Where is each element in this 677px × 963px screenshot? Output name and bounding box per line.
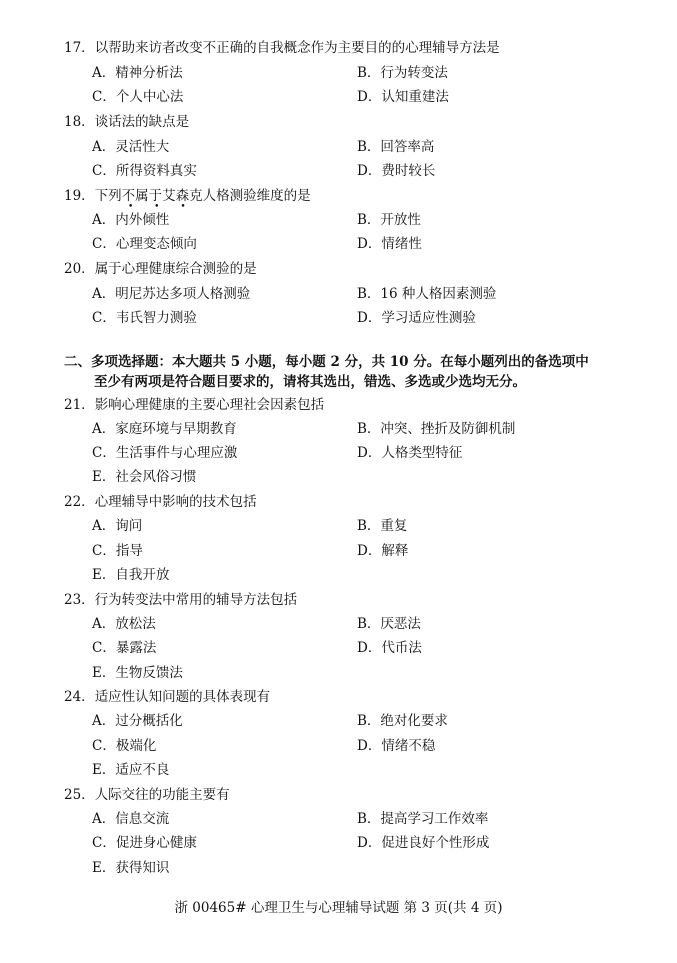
option-e: E．社会风俗习惯 bbox=[92, 469, 197, 485]
option-b: B．16 种人格因素测验 bbox=[357, 286, 497, 302]
option-a: A．过分概括化 bbox=[92, 713, 183, 729]
question-text: 行为转变法中常用的辅导方法包括 bbox=[94, 592, 298, 608]
question-text: 影响心理健康的主要心理社会因素包括 bbox=[94, 397, 325, 413]
option-a: A．家庭环境与早期教育 bbox=[92, 421, 237, 437]
question-23 bbox=[64, 590, 297, 610]
option-d: D．人格类型特征 bbox=[357, 445, 463, 461]
option-c: C．极端化 bbox=[92, 738, 157, 754]
question-number: 20． bbox=[64, 261, 95, 277]
option-b: B．绝对化要求 bbox=[357, 713, 448, 729]
question-21 bbox=[64, 395, 324, 415]
option-c: C．所得资料真实 bbox=[92, 163, 197, 179]
option-d: D．情绪不稳 bbox=[357, 738, 436, 754]
option-a: A．信息交流 bbox=[92, 811, 170, 827]
option-b: B．厌恶法 bbox=[357, 616, 421, 632]
option-d: D．解释 bbox=[357, 543, 409, 559]
question-number: 22． bbox=[64, 494, 95, 510]
question-20 bbox=[64, 259, 257, 279]
question-text: 以帮助来访者改变不正确的自我概念作为主要目的的心理辅导方法是 bbox=[94, 40, 500, 56]
option-b: B．提高学习工作效率 bbox=[357, 811, 489, 827]
question-text: 心理辅导中影响的技术包括 bbox=[94, 494, 257, 510]
question-text: 属于心理健康综合测验的是 bbox=[94, 261, 257, 277]
question-22 bbox=[64, 492, 257, 512]
section-heading bbox=[64, 352, 644, 392]
question-17 bbox=[64, 38, 500, 58]
option-b: B．开放性 bbox=[357, 212, 421, 228]
emphasis-dots: • • • bbox=[128, 202, 195, 212]
option-b: B．回答率高 bbox=[357, 139, 435, 155]
option-c: C．心理变态倾向 bbox=[92, 236, 197, 252]
option-a: A．灵活性大 bbox=[92, 139, 170, 155]
question-text: 适应性认知问题的具体表现有 bbox=[94, 689, 271, 705]
option-c: C．韦氏智力测验 bbox=[92, 310, 197, 326]
question-text: 谈话法的缺点是 bbox=[94, 114, 190, 130]
option-d: D．代币法 bbox=[357, 640, 422, 656]
section-heading-line1: 二、多项选择题：本大题共 5 小题，每小题 2 分，共 10 分。在每小题列出的备选项中 bbox=[64, 354, 589, 370]
question-25 bbox=[64, 785, 230, 805]
question-text: 人际交往的功能主要有 bbox=[94, 787, 230, 803]
option-c: C．个人中心法 bbox=[92, 89, 184, 105]
option-e: E．适应不良 bbox=[92, 762, 170, 778]
option-c: C．暴露法 bbox=[92, 640, 157, 656]
question-24 bbox=[64, 687, 270, 707]
option-b: B．冲突、挫折及防御机制 bbox=[357, 421, 516, 437]
question-number: 18． bbox=[64, 114, 95, 130]
option-b: B．行为转变法 bbox=[357, 65, 448, 81]
option-a: A．明尼苏达多项人格测验 bbox=[92, 286, 251, 302]
option-d: D．促进良好个性形成 bbox=[357, 835, 490, 851]
option-a: A．精神分析法 bbox=[92, 65, 183, 81]
option-e: E．自我开放 bbox=[92, 567, 170, 583]
question-number: 21． bbox=[64, 397, 95, 413]
option-c: C．生活事件与心理应激 bbox=[92, 445, 238, 461]
option-d: D．费时较长 bbox=[357, 163, 436, 179]
question-number: 19． bbox=[64, 188, 95, 204]
question-text: 下列不属于艾森克人格测验维度的是 bbox=[94, 188, 311, 204]
section-heading-line2: 至少有两项是符合题目要求的，请将其选出，错选、多选或少选均无分。 bbox=[94, 374, 526, 390]
page-footer: 浙 00465# 心理卫生与心理辅导试题 第 3 页(共 4 页) bbox=[174, 900, 503, 916]
question-number: 17． bbox=[64, 40, 95, 56]
option-d: D．认知重建法 bbox=[357, 89, 449, 105]
option-a: A．询问 bbox=[92, 518, 143, 534]
option-d: D．学习适应性测验 bbox=[357, 310, 476, 326]
option-a: A．内外倾性 bbox=[92, 212, 170, 228]
option-c: C．促进身心健康 bbox=[92, 835, 197, 851]
question-18 bbox=[64, 112, 189, 132]
question-number: 23． bbox=[64, 592, 95, 608]
question-number: 24． bbox=[64, 689, 95, 705]
option-a: A．放松法 bbox=[92, 616, 156, 632]
question-number: 25． bbox=[64, 787, 95, 803]
option-b: B．重复 bbox=[357, 518, 408, 534]
option-e: E．获得知识 bbox=[92, 860, 170, 876]
option-d: D．情绪性 bbox=[357, 236, 422, 252]
option-c: C．指导 bbox=[92, 543, 143, 559]
option-e: E．生物反馈法 bbox=[92, 665, 183, 681]
